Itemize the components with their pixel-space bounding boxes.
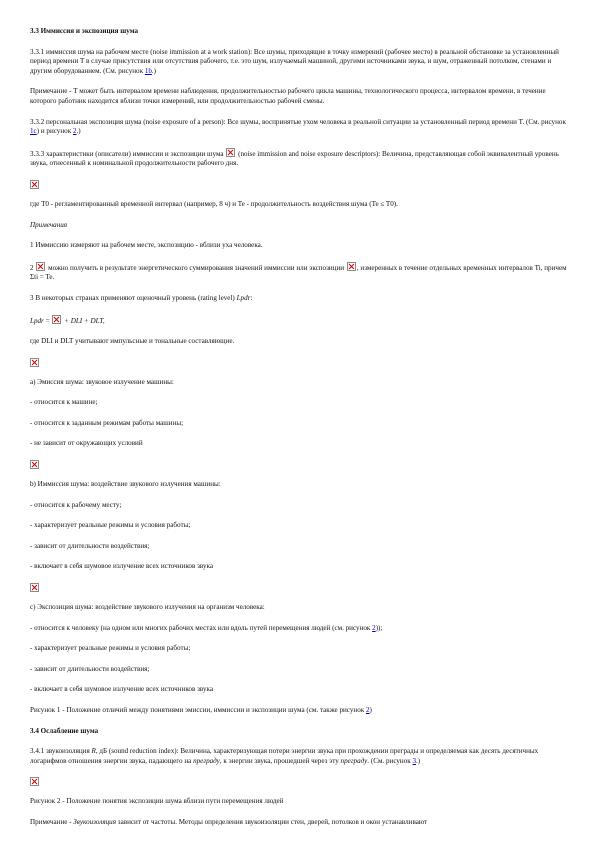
- bottom-note-label: Примечание -: [30, 817, 74, 826]
- figure-1-caption: [30, 706, 570, 716]
- formula-image-icon: [30, 180, 39, 189]
- figure-1a-image-icon: [30, 358, 39, 367]
- note-1: 1 Иммиссию измеряют на рабочем месте, экспозицию - вблизи уха человека.: [30, 241, 263, 250]
- paragraph-3-3-2-text: 3.3.2 персональная экспозиция шума (noise exposure of a person): Все шумы, воспринятые ухом человека в реальной ситуации за установленный период времени T. (См. рисунок: [30, 117, 566, 126]
- figure-1b-title: b) Иммиссия шума: воздействие звукового излучения машины:: [30, 480, 221, 489]
- figure-1a-item: - относится к заданным режимам работы машины;: [30, 418, 184, 427]
- paragraph-3-3-2-mid: ) и рисунок: [36, 127, 73, 136]
- figure-1c-item-end: ));: [375, 623, 383, 632]
- figure-1c-image-icon: [30, 583, 39, 592]
- figure-1b-item: - включает в себя шумовое излучение всех источников звука: [30, 562, 214, 571]
- paragraph-3-4-1: [30, 747, 570, 766]
- figure-1a-title: a) Эмиссия шума: звуковое излучение машины:: [30, 377, 174, 386]
- figure-2-image-icon: [30, 777, 39, 786]
- paragraph-3-3-3-term: 3.3.3 характеристики (описатели) иммиссии и экспозиции шума: [30, 149, 224, 158]
- notes-title: Примечания: [30, 220, 68, 229]
- broken-image-icon: [52, 315, 61, 324]
- note-2-text: можно получить в результате энергетического суммирования значений иммиссии или экспозиции: [48, 263, 345, 272]
- paragraph-3-4-1-italic: преграду: [340, 756, 368, 765]
- figure-1-caption-end: ): [369, 706, 372, 714]
- formula-lpdr-left: Lpdr: [30, 316, 44, 325]
- note-3: [30, 294, 570, 304]
- paragraph-3-4-1-text: , дБ (sound reduction index): Величина, характеризующая потери энергии звука при прохождении преграды и определяемая как десять десятичных логарифмов отношения энергии звука, падающего на: [30, 747, 539, 765]
- figure-1b-item: - характеризует реальные режимы и условия работы;: [30, 521, 191, 530]
- figure-2-link[interactable]: 2: [372, 623, 376, 632]
- section-3-4-heading: 3.4 Ослабление шума: [30, 726, 99, 735]
- note-3-end: :: [250, 293, 253, 302]
- figure-1c-item: - зависит от длительности воздействия;: [30, 664, 150, 673]
- paragraph-3-3-3: [30, 148, 570, 169]
- paragraph-3-3-2-end: .): [76, 127, 81, 136]
- bottom-note-italic: Звукоизоляция: [73, 817, 117, 826]
- paragraph-3-4-1-italic: преграду: [193, 756, 220, 765]
- formula-where-text: где T0 - регламентированный временной интервал (например, 8 ч) и Te - продолжительность воздействия шума (Te ≤ T0).: [30, 199, 398, 208]
- figure-3-link[interactable]: 3: [412, 756, 417, 765]
- figure-1a-item: - относится к машине;: [30, 398, 98, 407]
- note-2-number: 2: [30, 263, 34, 272]
- figure-1-caption-text: Рисунок 1 - Положение отличий между понятиями эмиссии, иммиссии и экспозиции шума (см. также рисунок: [30, 706, 366, 714]
- section-3-3-heading: 3.3 Иммиссия и экспозиция шума: [30, 27, 139, 35]
- broken-image-icon: [36, 262, 45, 271]
- figure-2-link[interactable]: 2: [365, 706, 370, 714]
- formula-lpdr: Lpdr = + DLI + DLT,: [30, 316, 105, 325]
- note-2: [30, 262, 570, 283]
- note-paragraph-3-3-1: Примечание - T может быть интервалом времени наблюдения, продолжительностью рабочего цикла машины, технологического процесса, интервалом времени, в течение которого работник находится вблизи точки измерений, или продолжительностью рабочей смены.: [30, 87, 546, 105]
- figure-1c-title: c) Экспозиция шума: воздействие звукового излучения на организм человека:: [30, 603, 265, 612]
- paragraph-3-3-1-text: 3.3.1 иммиссия шума на рабочем месте (noise immission at a work station): Все шумы, приходящие в точку измерений (рабочее место) в реальной обстановке за установленный период времени T в случае присутствия или отсутствия рабочего, т.е. это шум, излучаемый машиной, другими источниками звука, и шум, отраженный потолком, стенами и другим оборудованием. (См. рисунок: [30, 47, 559, 75]
- broken-image-icon: [226, 148, 235, 157]
- paragraph-3-4-1-end: .): [416, 756, 421, 765]
- broken-image-icon: [347, 262, 356, 271]
- figure-1c-item: - включает в себя шумовое излучение всех источников звука: [30, 685, 214, 694]
- figure-1c-item-text: - относится к человеку (на одном или многих рабочих местах или вдоль путей перемещения людей (см. рисунок: [30, 623, 373, 632]
- figure-1c-item: [30, 624, 570, 634]
- paragraph-3-3-1-end: .): [151, 66, 157, 75]
- paragraph-3-3-1: [30, 48, 570, 77]
- figure-1a-item: - не зависит от окружающих условий: [30, 439, 143, 448]
- paragraph-3-4-1-text: , к энергии звука, прошедшей через эту: [219, 756, 341, 765]
- figure-1b-link[interactable]: 1b: [144, 66, 152, 75]
- figure-2-caption: Рисунок 2 - Положение понятия экспозиции шума вблизи пути перемещения людей: [30, 797, 284, 806]
- paragraph-3-3-2: [30, 118, 570, 137]
- figure-1b-item: - зависит от длительности воздействия;: [30, 541, 150, 550]
- figure-1c-item: - характеризует реальные режимы и условия работы;: [30, 644, 191, 653]
- formula-lpdr-right: + DLI + DLT,: [64, 316, 105, 325]
- bottom-note-text: зависит от частоты. Методы определения звукоизоляции стен, дверей, потолков и окон устанавливают: [116, 817, 428, 826]
- paragraph-3-3-3-definition: (noise immission and noise exposure descriptors): Величина, представляющая собой эквивалентный уровень звука, отнесенный к номинальной продолжительности рабочего дня.: [30, 149, 559, 168]
- paragraph-3-4-1-text: . (См. рисунок: [367, 756, 413, 765]
- figure-2-link[interactable]: 2: [72, 127, 77, 136]
- figure-1b-image-icon: [30, 460, 39, 469]
- note-3-variable: Lpdr: [236, 293, 251, 302]
- formula-lpdr-where: где DLI и DLT учитывают импульсные и тональные составляющие.: [30, 337, 235, 346]
- figure-1b-item: - относится к рабочему месту;: [30, 500, 122, 509]
- paragraph-3-4-1-term: 3.4.1 звукоизоляция: [30, 747, 92, 756]
- note-2-end: , измеренных в течение отдельных временных интервалов Ti, причем Σti = Te.: [30, 263, 567, 282]
- bottom-note: [30, 818, 570, 828]
- note-3-text: 3 В некоторых странах применяют оценочный уровень (rating level): [30, 293, 237, 302]
- document-body: [30, 27, 570, 839]
- figure-1c-link[interactable]: 1c: [30, 127, 37, 136]
- paragraph-3-4-1-symbol: R: [91, 747, 96, 756]
